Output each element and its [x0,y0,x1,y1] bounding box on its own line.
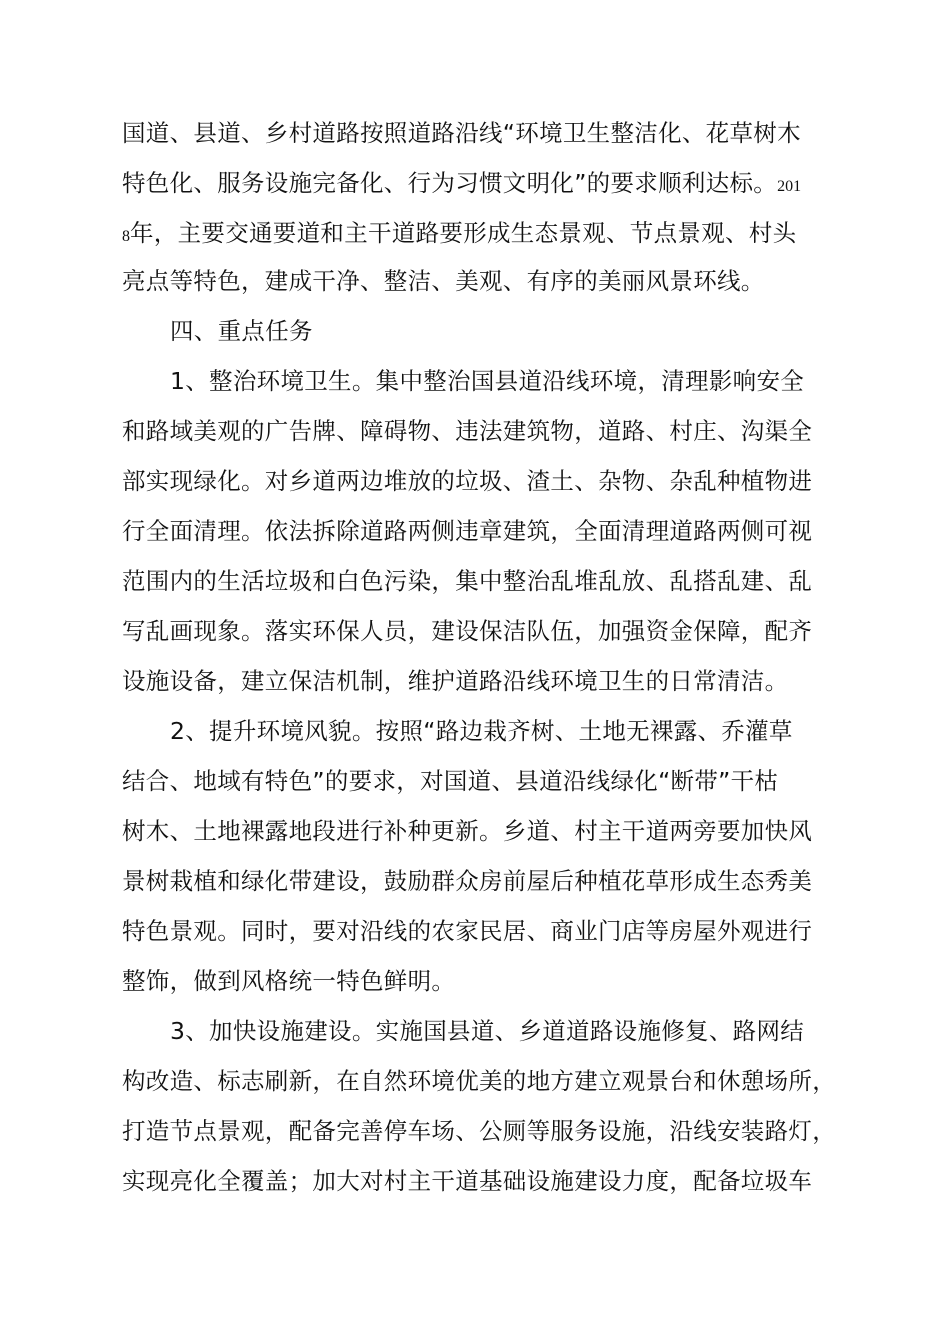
section-heading: 四、重点任务 [170,317,313,345]
text-line: 树木、土地裸露地段进行补种更新。乡道、村主干道两旁要加快风 [122,817,813,845]
text-line: 整饰，做到风格统一特色鲜明。 [122,967,456,995]
text-line: 打造节点景观，配备完善停车场、公厕等服务设施，沿线安装路灯， [122,1117,836,1145]
text-line: 设施设备，建立保洁机制，维护道路沿线环境卫生的日常清洁。 [122,667,789,695]
text-line: 实现亮化全覆盖；加大对村主干道基础设施建设力度，配备垃圾车 [122,1167,813,1195]
text-line [122,168,801,202]
text-line: 3、加快设施建设。实施国县道、乡道道路设施修复、路网结 [170,1017,805,1045]
text-line: 2、提升环境风貌。按照“路边栽齐树、土地无裸露、乔灌草 [170,717,793,745]
text-line: 部实现绿化。对乡道两边堆放的垃圾、渣土、杂物、杂乱种植物进 [122,467,813,495]
text-line: 行全面清理。依法拆除道路两侧违章建筑，全面清理道路两侧可视 [122,517,813,545]
text-line: 范围内的生活垃圾和白色污染，集中整治乱堆乱放、乱搭乱建、乱 [122,567,813,595]
year-fragment: 8 [122,228,130,245]
text-run: 特色化、服务设施完备化、行为习惯文明化”的要求顺利达标。 [122,169,778,197]
year-fragment: 201 [777,178,802,195]
text-line: 和路域美观的广告牌、障碍物、违法建筑物，道路、村庄、沟渠全 [122,417,813,445]
text-line: 国道、县道、乡村道路按照道路沿线“环境卫生整洁化、花草树木 [122,119,801,147]
text-line: 写乱画现象。落实环保人员，建设保洁队伍，加强资金保障，配齐 [122,617,813,645]
text-line: 构改造、标志刷新，在自然环境优美的地方建立观景台和休憩场所， [122,1067,836,1095]
text-line: 结合、地域有特色”的要求，对国道、县道沿线绿化“断带”干枯 [122,767,779,795]
text-line [122,218,796,252]
text-line: 景树栽植和绿化带建设，鼓励群众房前屋后种植花草形成生态秀美 [122,867,813,895]
text-line: 亮点等特色，建成干净、整洁、美观、有序的美丽风景环线。 [122,267,765,295]
text-line: 特色景观。同时，要对沿线的农家民居、商业门店等房屋外观进行 [122,917,813,945]
text-line: 1、整治环境卫生。集中整治国县道沿线环境，清理影响安全 [170,367,805,395]
text-run: 年，主要交通要道和主干道路要形成生态景观、节点景观、村头 [130,219,797,247]
